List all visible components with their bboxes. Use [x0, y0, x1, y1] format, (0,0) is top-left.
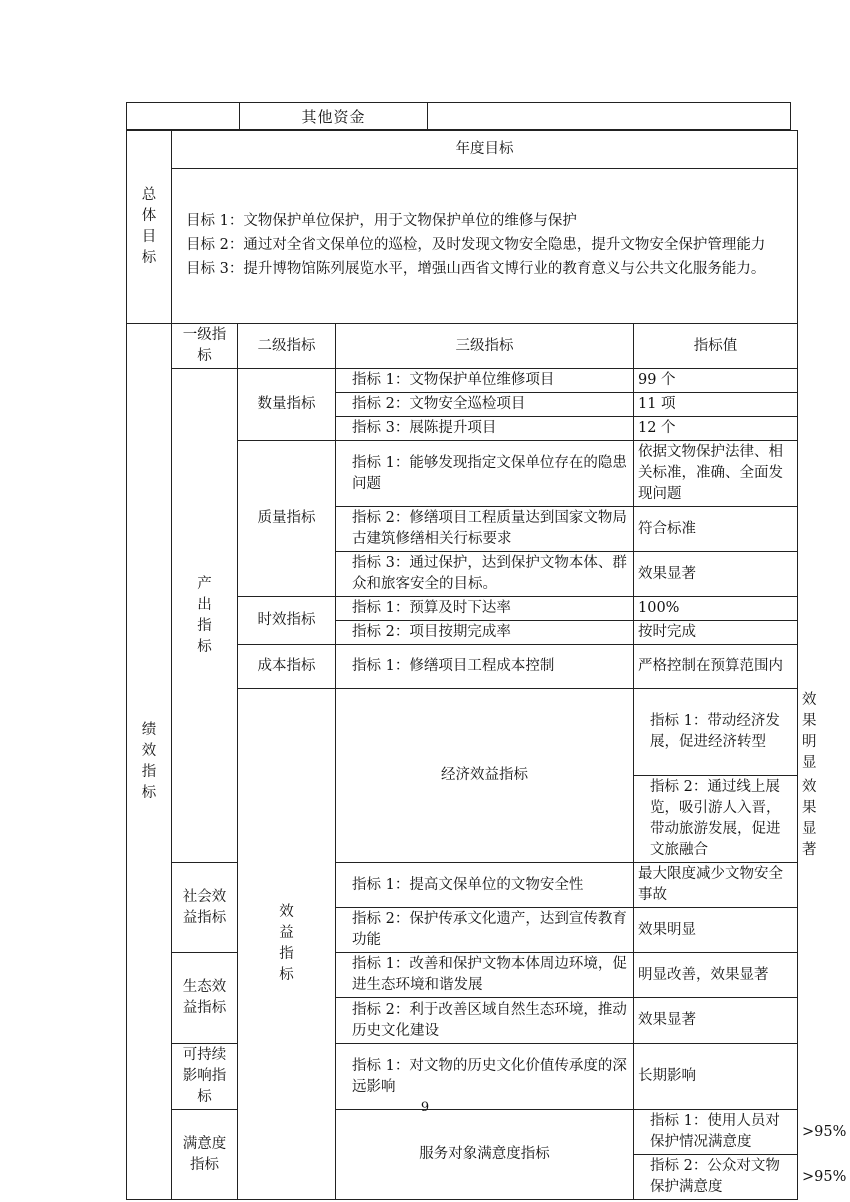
indicator-name: 指标 3：展陈提升项目	[336, 417, 634, 441]
benefit-indicator-label: 效 益 指 标	[238, 689, 336, 1200]
indicator-value: 长期影响	[634, 1044, 798, 1110]
indicator-name: 指标 1：能够发现指定文保单位存在的隐患问题	[336, 441, 634, 507]
indicator-name: 指标 2：公众对文物保护满意度	[634, 1155, 798, 1200]
indicator-value: 最大限度减少文物安全事故	[634, 863, 798, 908]
indicator-name: 指标 2：修缮项目工程质量达到国家文物局古建筑修缮相关行标要求	[336, 507, 634, 552]
indicator-value: 效果显著	[634, 998, 798, 1044]
service-satisfaction-label: 服务对象满意度指标	[336, 1110, 634, 1200]
indicator-value: 效果明显	[634, 908, 798, 953]
overall-goal-label: 总 体 目 标	[127, 131, 172, 324]
indicator-value: 效果显著	[634, 552, 798, 597]
annual-goal-header: 年度目标	[172, 131, 798, 169]
indicator-name: 指标 1：提高文保单位的文物安全性	[336, 863, 634, 908]
performance-table: 总 体 目 标 年度目标 目标 1：文物保护单位保护，用于文物保护单位的维修与保护 目标 2：通过对全省文保单位的巡检，及时发现文物安全隐患，提升文物安全保护管理能力 目标 3：提升博物馆陈列展览水平，增强山西省文博行业的教育意义与公共文化服务能力。 绩 效 指 标 一级指标 二级指标 三级指标 指标值 产 出 指 标 数量指标 指标 1：文物保护单位维修项目 99 个 指标 2：文物安全巡检项目 11 项 指标 3：展陈提升项目 12 个 质量指标 指标 1：能够发现指定文保单位存在的隐患问题 依据文物保护法律、相关标准，准确、全面发现问题 指标 2：修缮项目工程质量达到国家文物局古建筑修缮相关行标要求 符合标准 指标 3：通过保护，达到保护文物本体、群众和旅客安全的目标。 效果显著 时效指标 指标 1：预算及时下达率 100% 指标 2：项目按期完成率 按时完成 成本指标 指标 1：修缮项目工程成本控制 严格控制在预算范围内 效 益 指 标 经济效益指标 指标 1：带动经济发展，促进经济转型 效果明显 指标 2：通过线上展览，吸引游人入晋，带动旅游发展，促进文旅融合 效果显著 社会效益指标 指标 1：提高文保单位的文物安全性 最大限度减少文物安全事故 指标 2：保护传承文化遗产，达到宣传教育功能 效果明显 生态效益指标 指标 1：改善和保护文物本体周边环境，促进生态环境和谐发展 明显改善，效果显著 指标 2：利于改善区域自然生态环境，推动历史文化建设 效果显著 可持续影响指标 指标 1：对文物的历史文化价值传承度的深远影响 长期影响 满意度指标 服务对象满意度指标 指标 1：使用人员对保护情况满意度 >95% 指标 2：公众对文物保护满意度 >95%	[126, 130, 798, 1200]
indicator-name: 指标 2：利于改善区域自然生态环境，推动历史文化建设	[336, 998, 634, 1044]
indicator-name: 指标 1：对文物的历史文化价值传承度的深远影响	[336, 1044, 634, 1110]
cost-indicator-label: 成本指标	[238, 645, 336, 689]
indicator-value: 符合标准	[634, 507, 798, 552]
indicator-name: 指标 2：文物安全巡检项目	[336, 393, 634, 417]
indicator-value: 12 个	[634, 417, 798, 441]
indicator-name: 指标 2：保护传承文化遗产，达到宣传教育功能	[336, 908, 634, 953]
goal-3: 目标 3：提升博物馆陈列展览水平，增强山西省文博行业的教育意义与公共文化服务能力。	[186, 261, 766, 277]
indicator-name: 指标 2：通过线上展览，吸引游人入晋，带动旅游发展，促进文旅融合	[634, 776, 798, 863]
indicator-name: 指标 2：项目按期完成率	[336, 621, 634, 645]
indicator-value: 按时完成	[634, 621, 798, 645]
indicator-name: 指标 1：使用人员对保护情况满意度	[634, 1110, 798, 1155]
indicator-value: 100%	[634, 597, 798, 621]
goal-2: 目标 2：通过对全省文保单位的巡检，及时发现文物安全隐患，提升文物安全保护管理能力	[186, 237, 766, 253]
indicator-value: 明显改善，效果显著	[634, 953, 798, 998]
indicator-value: 11 项	[634, 393, 798, 417]
annual-goal-text	[172, 169, 798, 324]
quantity-indicator-label: 数量指标	[238, 369, 336, 441]
goal-1: 目标 1：文物保护单位保护，用于文物保护单位的维修与保护	[186, 213, 577, 229]
indicator-name: 指标 1：文物保护单位维修项目	[336, 369, 634, 393]
quality-indicator-label: 质量指标	[238, 441, 336, 597]
indicator-value: 依据文物保护法律、相关标准，准确、全面发现问题	[634, 441, 798, 507]
other-funds-row	[126, 102, 791, 130]
output-indicator-label: 产 出 指 标	[172, 369, 238, 863]
page-number: 9	[420, 1100, 430, 1115]
performance-label: 绩 效 指 标	[127, 324, 172, 1200]
header-level1: 一级指标	[172, 324, 238, 369]
indicator-name: 指标 3：通过保护，达到保护文物本体、群众和旅客安全的目标。	[336, 552, 634, 597]
empty-cell	[127, 103, 240, 129]
header-value: 指标值	[634, 324, 798, 369]
empty-cell	[428, 103, 790, 129]
header-level3: 三级指标	[336, 324, 634, 369]
indicator-name: 指标 1：带动经济发展，促进经济转型	[634, 689, 798, 776]
timeliness-indicator-label: 时效指标	[238, 597, 336, 645]
indicator-name: 指标 1：修缮项目工程成本控制	[336, 645, 634, 689]
indicator-name: 指标 1：改善和保护文物本体周边环境，促进生态环境和谐发展	[336, 953, 634, 998]
other-funds-label: 其他资金	[240, 103, 428, 129]
satisfaction-indicator-label: 满意度指标	[172, 1110, 238, 1200]
sustainable-impact-label: 可持续影响指标	[172, 1044, 238, 1110]
indicator-name: 指标 1：预算及时下达率	[336, 597, 634, 621]
indicator-value: 99 个	[634, 369, 798, 393]
header-level2: 二级指标	[238, 324, 336, 369]
social-benefit-label: 社会效益指标	[172, 863, 238, 953]
economic-benefit-label: 经济效益指标	[336, 689, 634, 863]
ecological-benefit-label: 生态效益指标	[172, 953, 238, 1044]
indicator-value: 严格控制在预算范围内	[634, 645, 798, 689]
